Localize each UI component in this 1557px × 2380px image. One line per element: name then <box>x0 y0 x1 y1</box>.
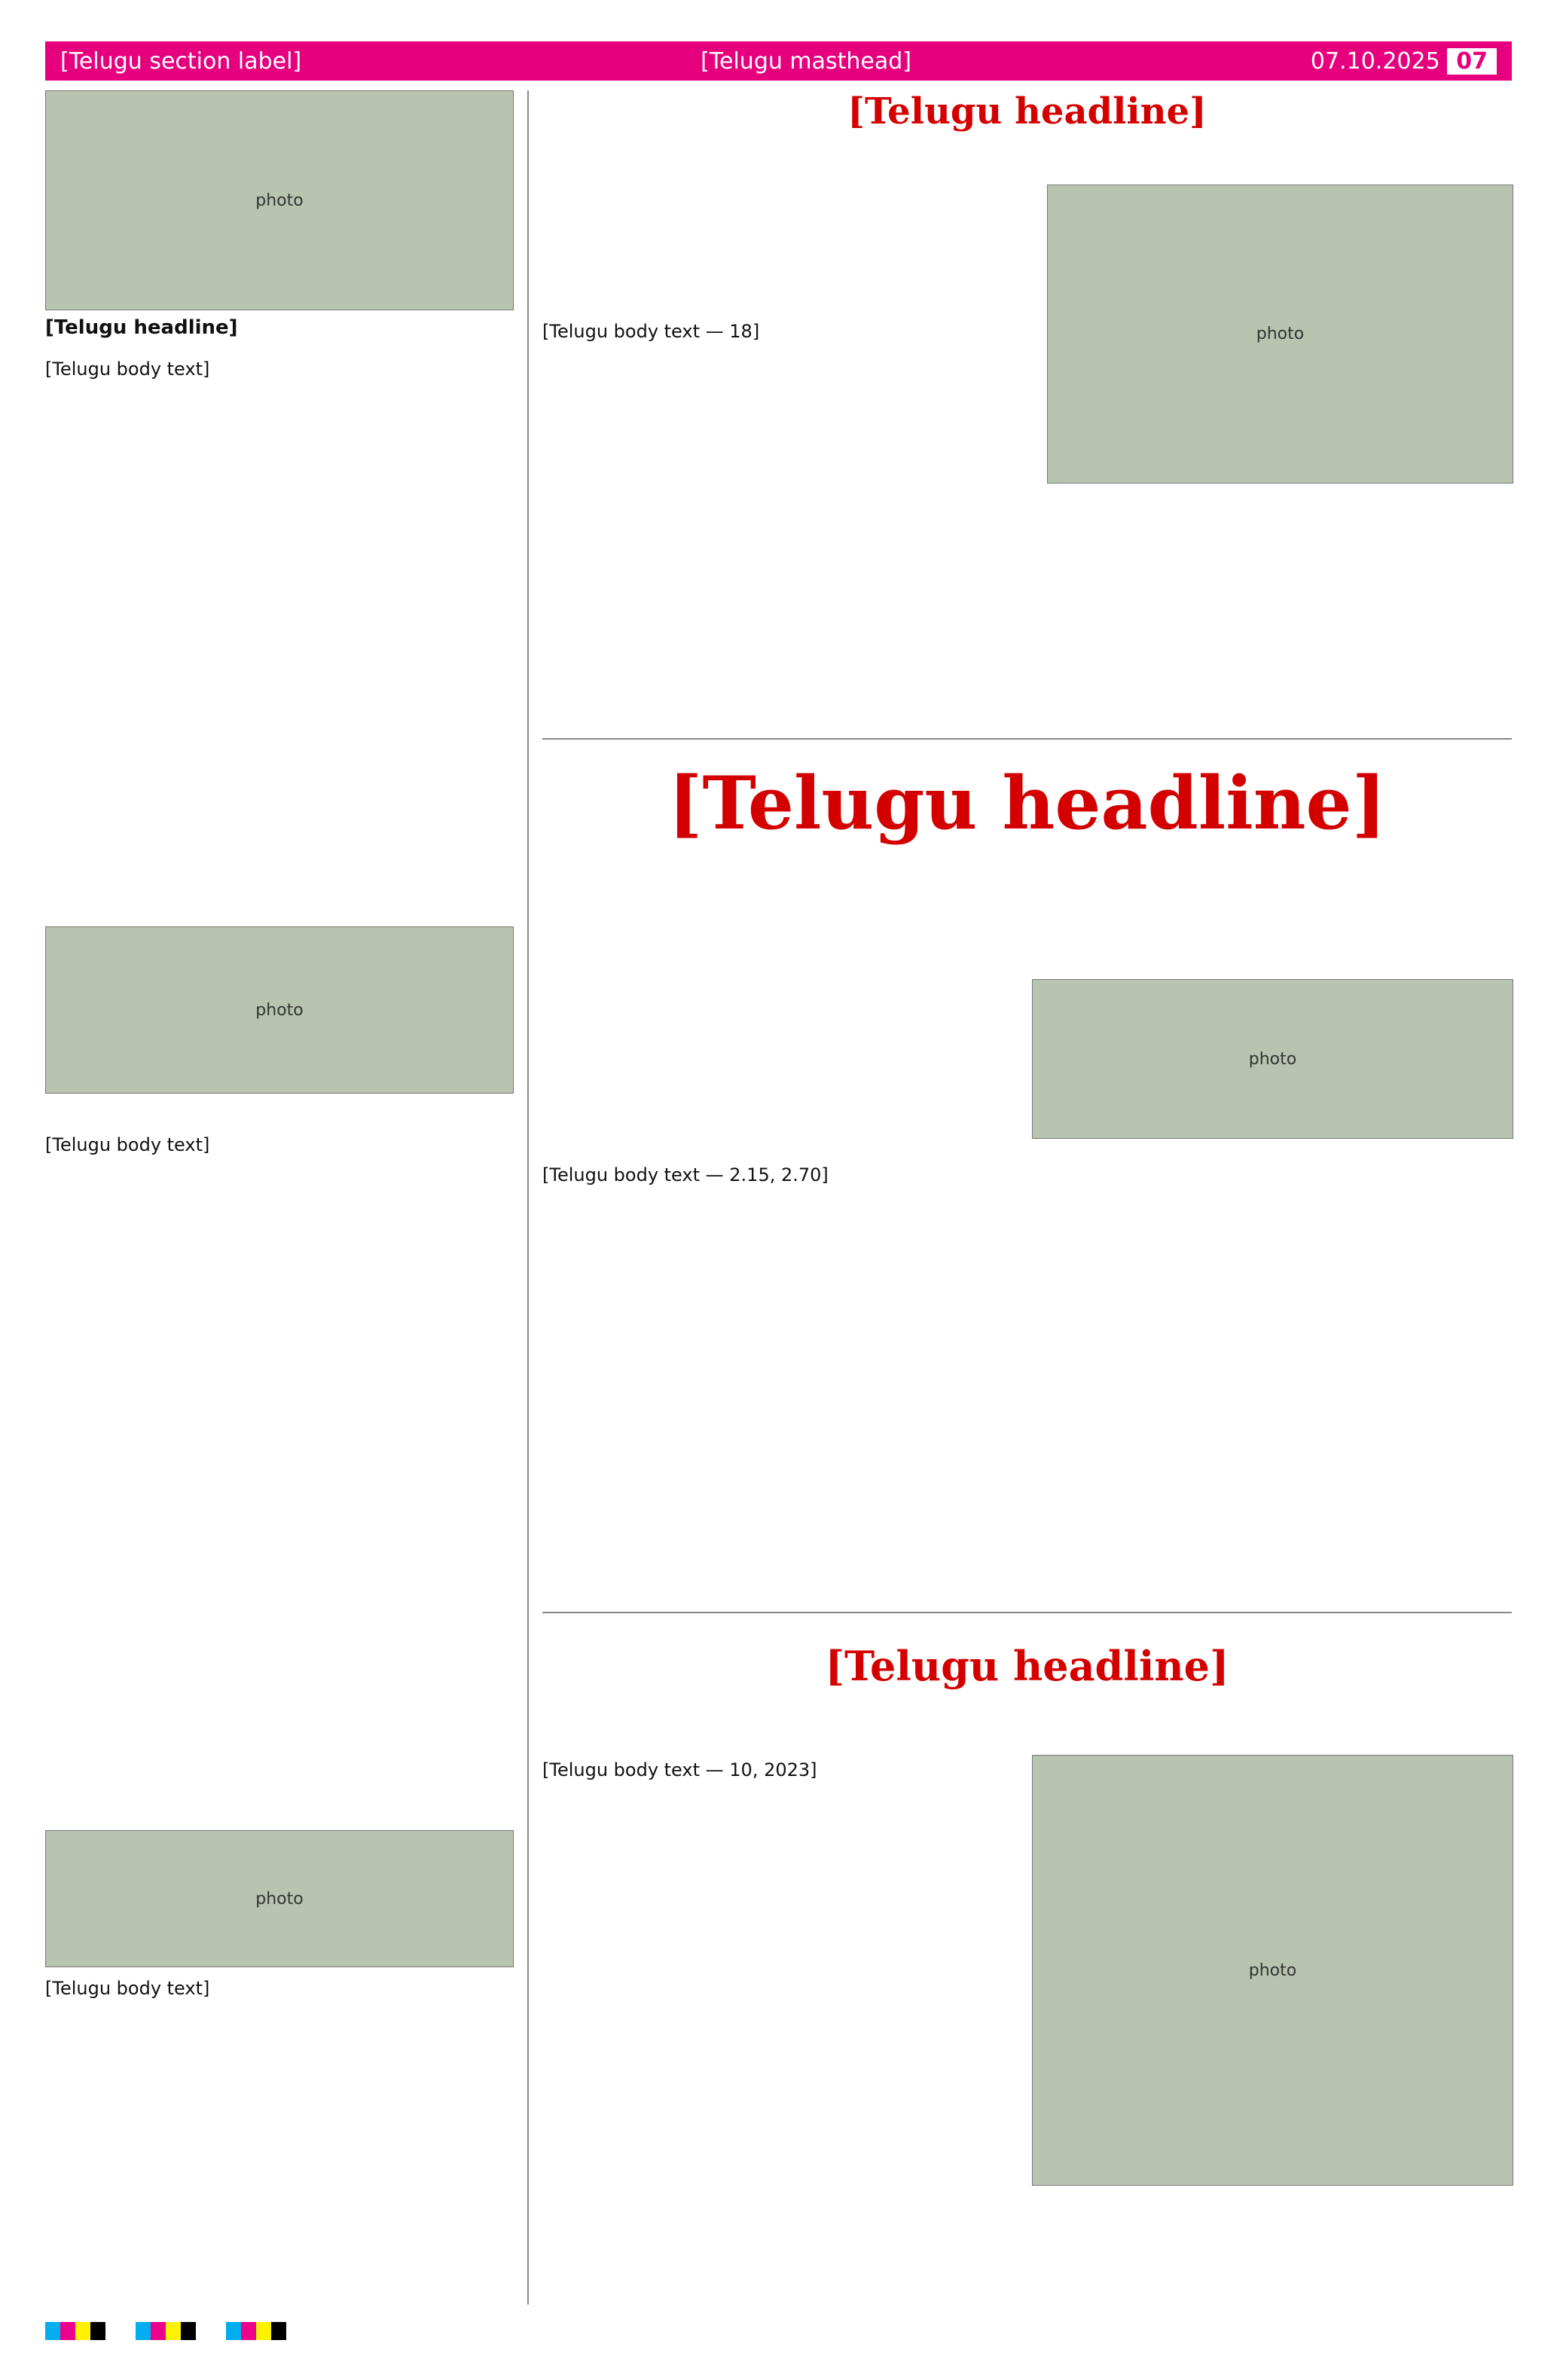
photo-press-club: photo <box>45 90 514 310</box>
right-story3-headline: [Telugu headline] <box>825 1642 1229 1690</box>
right-story1-headline: [Telugu headline] <box>847 90 1207 133</box>
photo-grievance: photo <box>1047 185 1513 484</box>
right-story1-body: [Telugu body text — 18] <box>542 321 760 342</box>
registration-strip <box>45 2320 1512 2342</box>
page-number: 07 <box>1447 48 1497 75</box>
right-story3-body: [Telugu body text — 10, 2023] <box>542 1759 817 1780</box>
rule <box>542 1612 1512 1613</box>
date: 07.10.2025 <box>1310 47 1440 75</box>
rule <box>542 738 1512 740</box>
right-story2-headline: [Telugu headline] <box>668 761 1386 846</box>
left-story2-body: [Telugu body text] <box>45 1134 210 1155</box>
photo-party-office: photo <box>45 1830 514 1967</box>
photo-weavers: photo <box>1032 1755 1513 2186</box>
page-header <box>45 41 1512 81</box>
left-story1-headline: [Telugu headline] <box>45 316 238 339</box>
masthead: [Telugu masthead] <box>701 47 912 75</box>
left-story3-body: [Telugu body text] <box>45 1978 210 1999</box>
left-story1-body: [Telugu body text] <box>45 359 210 380</box>
right-story2-body: [Telugu body text — 2.15, 2.70] <box>542 1164 829 1185</box>
section-label: [Telugu section label] <box>60 47 302 75</box>
photo-deaddiction: photo <box>45 926 514 1094</box>
column-rule <box>527 90 529 2305</box>
photo-rice-millers: photo <box>1032 979 1513 1139</box>
